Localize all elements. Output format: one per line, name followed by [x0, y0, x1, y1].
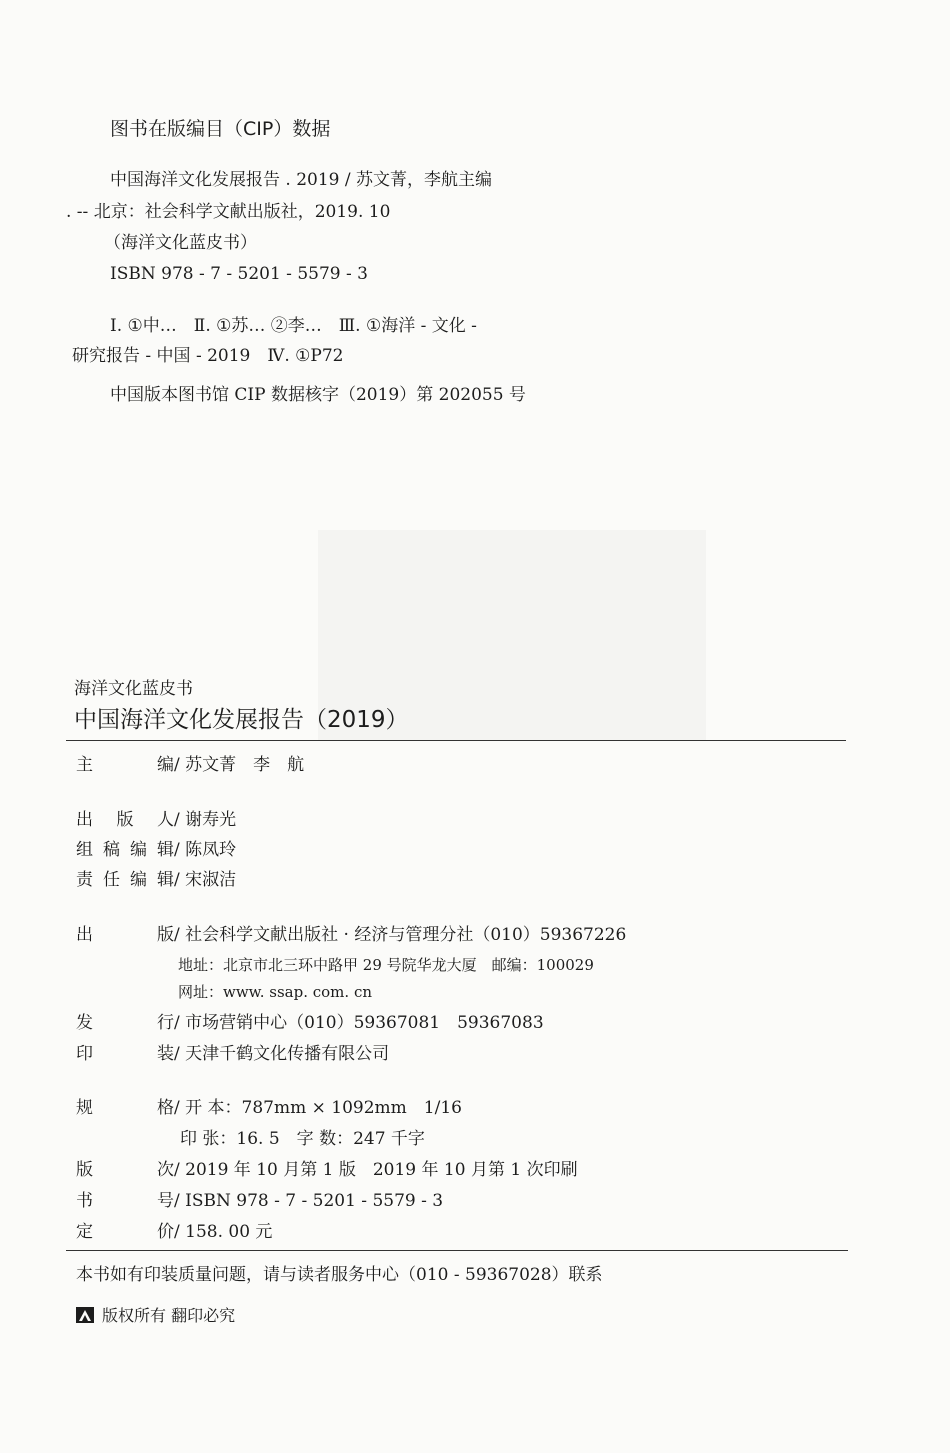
publisher-address: 地址：北京市北三环中路甲 29 号院华龙大厦 邮编：100029 — [178, 956, 594, 974]
resp-editor-label: 责任编辑 — [76, 870, 174, 890]
acq-editor-value: / 陈凤玲 — [174, 840, 237, 860]
copyright-text: 版权所有 翻印必究 — [102, 1306, 236, 1325]
edition-value: / 2019 年 10 月第 1 版 2019 年 10 月第 1 次印刷 — [174, 1160, 578, 1180]
print-value: / 天津千鹤文化传播有限公司 — [174, 1044, 390, 1064]
print-label: 印 装 — [76, 1044, 174, 1064]
bottom-rule — [66, 1250, 848, 1251]
distribute-row — [76, 1013, 544, 1033]
spec-label: 规 格 — [76, 1098, 174, 1118]
publisher-person-label: 出 版 人 — [76, 810, 174, 830]
publisher-person-value: / 谢寿光 — [174, 810, 237, 830]
publisher-person-row — [76, 810, 236, 830]
acq-editor-row — [76, 840, 236, 860]
cip-class-line-1: Ⅰ. ①中… Ⅱ. ①苏… ②李… Ⅲ. ①海洋 - 文化 - — [110, 316, 477, 336]
cip-series-line: （海洋文化蓝皮书） — [104, 233, 257, 253]
edition-label: 版 次 — [76, 1160, 174, 1180]
distribute-value: / 市场营销中心（010）59367081 59367083 — [174, 1013, 544, 1033]
editor-value: / 苏文菁 李 航 — [174, 755, 305, 775]
print-row — [76, 1044, 389, 1064]
spec-value: / 开 本：787mm × 1092mm 1/16 — [174, 1098, 462, 1118]
cip-publisher-line: . -- 北京：社会科学文献出版社，2019. 10 — [66, 202, 391, 222]
resp-editor-value: / 宋淑洁 — [174, 870, 237, 890]
resp-editor-row — [76, 870, 236, 890]
edition-row — [76, 1160, 578, 1180]
distribute-label: 发 行 — [76, 1013, 174, 1033]
price-value: / 158. 00 元 — [174, 1222, 273, 1242]
acq-editor-label: 组稿编辑 — [76, 840, 174, 860]
series-name: 海洋文化蓝皮书 — [74, 679, 193, 699]
isbn-row — [76, 1191, 443, 1211]
cip-class-line-2: 研究报告 - 中国 - 2019 Ⅳ. ①P72 — [72, 346, 344, 366]
quality-notice: 本书如有印装质量问题，请与读者服务中心（010 - 59367028）联系 — [76, 1265, 603, 1285]
publish-row — [76, 925, 626, 945]
price-row — [76, 1222, 272, 1242]
title-rule — [66, 740, 846, 741]
spec-row — [76, 1098, 462, 1118]
editor-row — [76, 755, 304, 775]
publisher-website: 网址：www. ssap. com. cn — [178, 983, 373, 1001]
book-title: 中国海洋文化发展报告（2019） — [74, 707, 409, 733]
cip-title-line: 中国海洋文化发展报告 . 2019 / 苏文菁，李航主编 — [110, 170, 493, 190]
publisher-logo-icon — [76, 1307, 94, 1323]
cip-isbn-line: ISBN 978 - 7 - 5201 - 5579 - 3 — [110, 264, 368, 284]
publish-label: 出 版 — [76, 925, 174, 945]
cip-heading: 图书在版编目（CIP）数据 — [110, 118, 331, 140]
cip-verify-line: 中国版本图书馆 CIP 数据核字（2019）第 202055 号 — [110, 385, 526, 405]
isbn-label: 书 号 — [76, 1191, 174, 1211]
price-label: 定 价 — [76, 1222, 174, 1242]
copyright-line — [76, 1306, 235, 1326]
editor-label: 主 编 — [76, 755, 174, 775]
isbn-value: / ISBN 978 - 7 - 5201 - 5579 - 3 — [174, 1191, 444, 1211]
publish-value: / 社会科学文献出版社 · 经济与管理分社（010）59367226 — [174, 925, 627, 945]
spec-row-2: 印 张：16. 5 字 数：247 千字 — [180, 1129, 425, 1149]
